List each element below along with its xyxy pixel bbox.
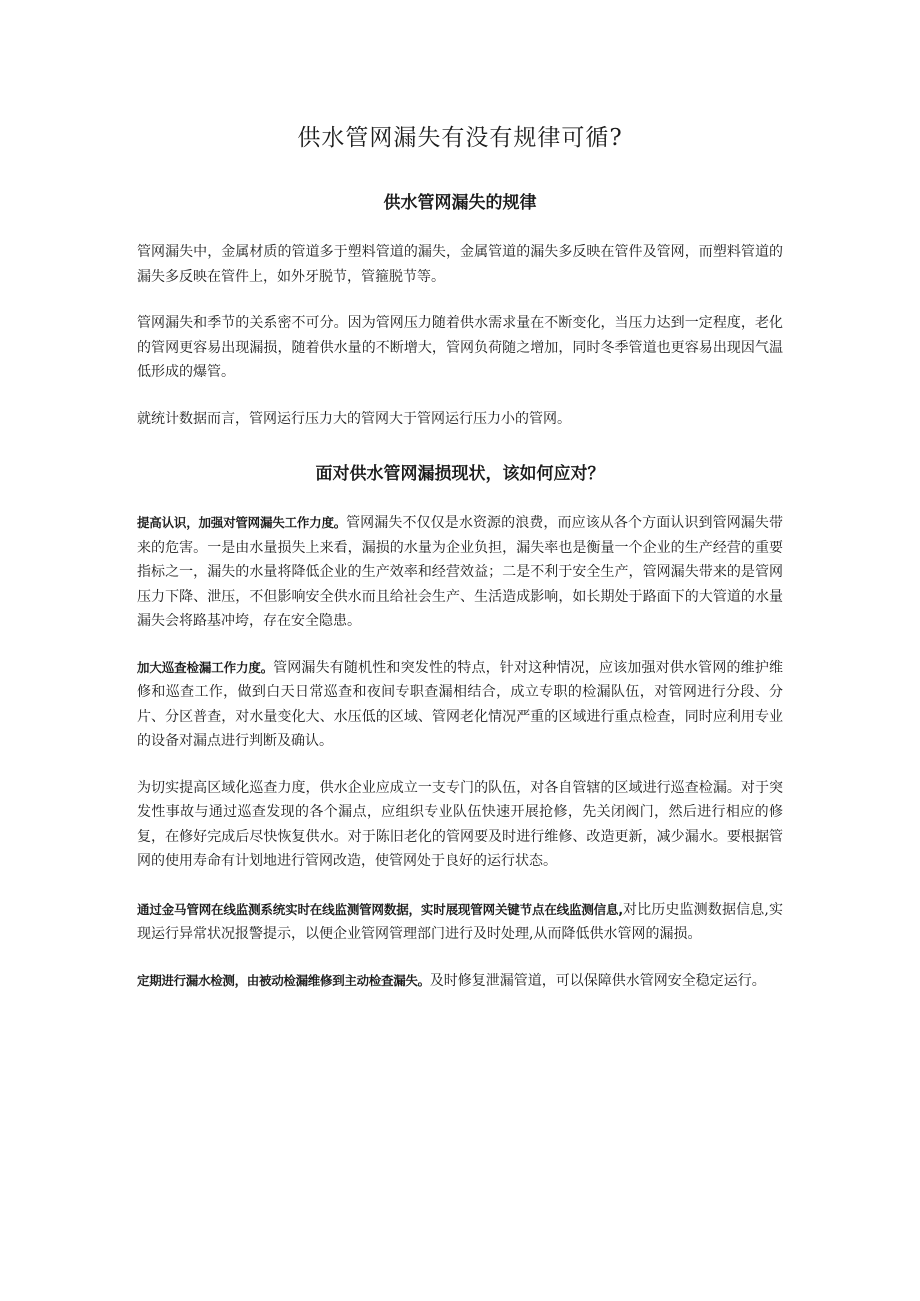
- paragraph-body: 及时修复泄漏管道，可以保障供水管网安全稳定运行。: [429, 972, 766, 989]
- paragraph-body: 对比历史监测数据信息,实现运行异常状况报警提示，以便企业管网管理部门进行及时处理,从而降低供水管网的漏损。: [137, 901, 783, 942]
- paragraph-lead: 定期进行漏水检测，由被动检漏维修到主动检查漏失。: [137, 972, 430, 988]
- paragraph-raise-awareness: [137, 511, 783, 634]
- paragraph-material-leaks: 管网漏失中，金属材质的管道多于塑料管道的漏失，金属管道的漏失多反映在管件及管网，而塑料管道的漏失多反映在管件上，如外牙脱节，管箍脱节等。: [137, 244, 783, 285]
- section-heading-leak-patterns: 供水管网漏失的规律: [383, 193, 537, 213]
- paragraph-seasonal-leaks: 管网漏失和季节的关系密不可分。因为管网压力随着供水需求量在不断变化，当压力达到一定程度，老化的管网更容易出现漏损，随着供水量的不断增大，管网负荷随之增加，同时冬季管道也更容易出现因气温低形成的爆管。: [137, 315, 783, 380]
- paragraph-regular-detection: [137, 969, 783, 994]
- paragraph-body: 为切实提高区域化巡查力度，供水企业应成立一支专门的队伍，对各自管辖的区域进行巡查检漏。对于突发性事故与通过巡查发现的各个漏点，应组织专业队伍快速开展抢修，先关闭阀门，然后进行相应的修复，在修好完成后尽快恢复供水。对于陈旧老化的管网要及时进行维修、改造更新，减少漏水。要根据管网的使用寿命有计划地进行管网改造，使管网处于良好的运行状态。: [137, 779, 783, 869]
- paragraph-lead: 提高认识，加强对管网漏失工作力度。: [137, 515, 347, 530]
- paragraph-lead: 通过金马管网在线监测系统实时在线监测管网数据，实时展现管网关键节点在线监测信息,: [137, 901, 623, 917]
- section-heading-countermeasures: 面对供水管网漏损现状，该如何应对？: [315, 464, 605, 484]
- paragraph-pressure-statistics: 就统计数据而言，管网运行压力大的管网大于管网运行压力小的管网。: [137, 410, 571, 427]
- paragraph-inspection-effort: [137, 656, 783, 754]
- paragraph-online-monitoring: [137, 898, 783, 947]
- paragraph-regional-inspection: [137, 776, 783, 874]
- paragraph-body: 管网漏失有随机性和突发性的特点，针对这种情况，应该加强对供水管网的维护维修和巡查工作，做到白天日常巡查和夜间专职查漏相结合，成立专职的检漏队伍，对管网进行分段、分片、分区普查，对水量变化大、水压低的区域、管网老化情况严重的区域进行重点检查，同时应利用专业的设备对漏点进行判断及确认。: [137, 659, 784, 749]
- document-title: 供水管网漏失有没有规律可循?: [297, 125, 623, 151]
- document-page: [137, 0, 783, 993]
- paragraph-body: 管网漏失不仅仅是水资源的浪费，而应该从各个方面认识到管网漏失带来的危害。一是由水量损失上来看，漏损的水量为企业负担，漏失率也是衡量一个企业的生产经营的重要指标之一，漏失的水量将降低企业的生产效率和经营效益；二是不利于安全生产，管网漏失带来的是管网压力下降、泄压，不但影响安全供水而且给社会生产、生活造成影响，如长期处于路面下的大管道的水量漏失会将路基冲垮，存在安全隐患。: [137, 515, 783, 629]
- paragraph-lead: 加大巡查检漏工作力度。: [137, 659, 274, 675]
